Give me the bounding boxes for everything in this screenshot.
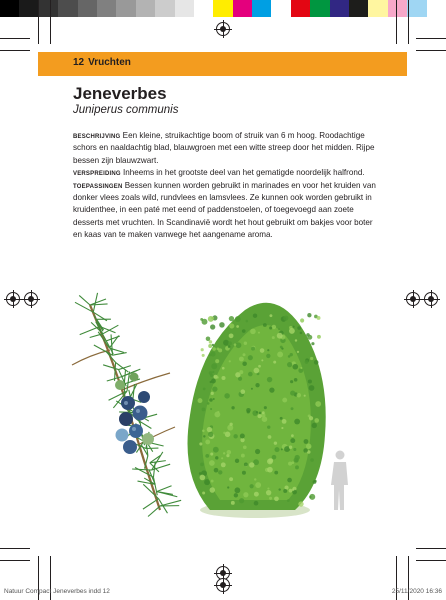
color-swatch (175, 0, 194, 17)
color-swatch (349, 0, 368, 17)
color-swatch (291, 0, 310, 17)
print-slug-file: Natuur Compact Jeneverbes indd 12 (4, 588, 110, 595)
print-slug-timestamp: 25/11/2020 16:36 (391, 588, 442, 595)
color-swatch (0, 0, 19, 17)
color-swatch (330, 0, 349, 17)
crop-mark (408, 0, 409, 44)
section-label: beschrijving (73, 131, 121, 140)
registration-mark-icon (406, 292, 420, 306)
registration-mark-icon (216, 578, 230, 592)
juniper-sprig-illustration (72, 293, 181, 517)
section-label: verspreiding (73, 168, 121, 178)
color-swatch (368, 0, 387, 17)
color-swatch (58, 0, 77, 17)
color-swatch (252, 0, 271, 17)
section-distribution (73, 167, 383, 179)
section-label: toepassingen (73, 180, 123, 190)
color-swatch (136, 0, 155, 17)
section-text: Inheems in het grootste deel van het gematigde noordelijk halfrond. (123, 168, 365, 178)
color-swatch (19, 0, 38, 17)
registration-mark-icon (216, 22, 230, 36)
juniper-illustration (60, 285, 360, 530)
crop-mark (416, 548, 446, 549)
section-title: Vruchten (88, 57, 131, 68)
juniper-bush-illustration (188, 303, 326, 518)
color-swatch (213, 0, 232, 17)
crop-mark (38, 0, 39, 44)
registration-mark-icon (6, 292, 20, 306)
color-swatch (194, 0, 213, 17)
color-swatch (310, 0, 329, 17)
color-swatch (116, 0, 135, 17)
crop-mark (0, 38, 30, 39)
species-description (73, 130, 383, 242)
section-header (73, 57, 131, 68)
color-swatch (78, 0, 97, 17)
registration-mark-icon (424, 292, 438, 306)
color-swatch (427, 0, 446, 17)
color-swatch (39, 0, 58, 17)
crop-mark (0, 560, 30, 561)
color-swatch (97, 0, 116, 17)
crop-mark (50, 0, 51, 44)
section-uses (73, 180, 383, 242)
color-swatch (388, 0, 407, 17)
color-swatch (155, 0, 174, 17)
page-number: 12 (73, 57, 85, 68)
section-description (73, 130, 383, 167)
species-latin-name: Juniperus communis (73, 104, 179, 116)
crop-mark (0, 50, 30, 51)
human-scale-silhouette (331, 451, 348, 511)
crop-mark (416, 38, 446, 39)
print-color-bar (0, 0, 446, 17)
crop-mark (396, 0, 397, 44)
crop-mark (0, 548, 30, 549)
registration-mark-icon (24, 292, 38, 306)
crop-mark (416, 560, 446, 561)
color-swatch (407, 0, 426, 17)
species-name: Jeneverbes (73, 84, 167, 103)
section-text: Bessen kunnen worden gebruikt in marinades en voor het kruiden van donker vlees zoals wild, rundvlees en lamsvlees. Ze kunnen ook worden gebruikt in kruidenthee, in een paté met eend of paddenstoelen, of toegevoegd aan zoete desserts met vruchten. In Scandinavië wordt het hout gebruikt om bakjes voor boter en kaas van te maken vanwege het aangename aroma. (73, 180, 376, 240)
crop-mark (416, 50, 446, 51)
color-swatch (233, 0, 252, 17)
color-swatch (271, 0, 290, 17)
section-text: Een kleine, struikachtige boom of struik van 6 m hoog. Roodachtige schors en naaldachtig blad, blauwgroen met een witte streep door het midden. Rijpe bessen zijn blauwzwart. (73, 131, 375, 165)
